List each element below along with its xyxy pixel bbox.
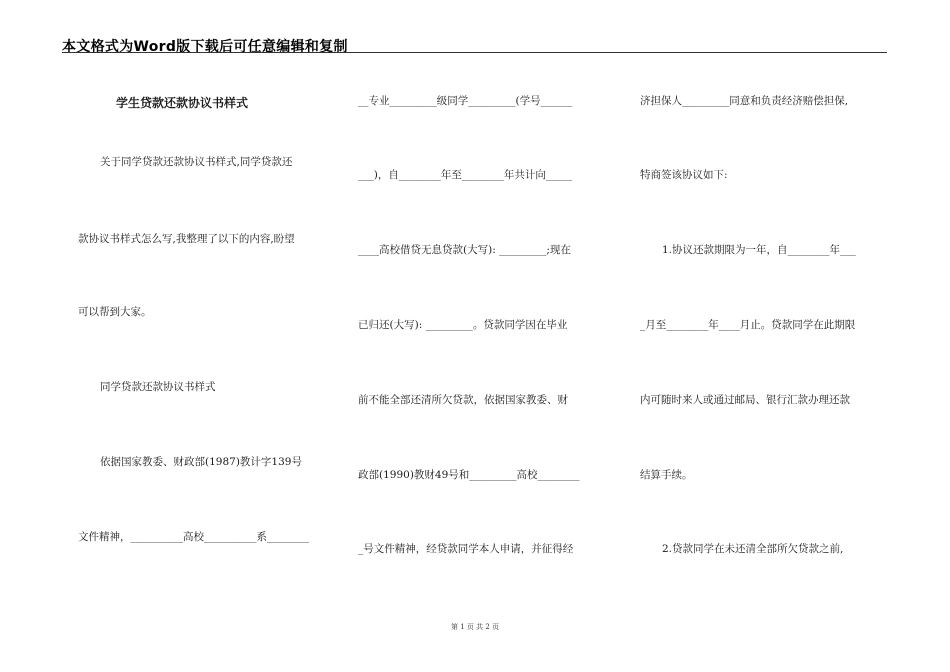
paragraph-line: 可以帮到大家。 (78, 306, 152, 318)
paragraph-line: ___)，自________年至________年共计向_____ (358, 169, 573, 181)
paragraph-line: 济担保人_________同意和负责经济赔偿担保, (640, 95, 849, 107)
paragraph-line: 关于同学贷款还款协议书样式,同学贷款还 (100, 156, 293, 168)
paragraph-line: __专业_________级同学_________(学号______ (358, 95, 573, 107)
header-divider (62, 52, 887, 53)
page-number: 第 1 页 共 2 页 (450, 623, 500, 631)
paragraph-line: 特商签该协议如下: (640, 169, 728, 181)
paragraph-line: 已归还(大写): _________。贷款同学因在毕业 (358, 319, 568, 331)
paragraph-line: ____高校借贷无息贷款(大写): _________;现在 (358, 244, 571, 256)
paragraph-line: 前不能全部还清所欠贷款，依据国家教委、财 (358, 394, 568, 406)
paragraph-line: 内可随时来人或通过邮局、银行汇款办理还款 (640, 394, 850, 406)
paragraph-line: 结算手续。 (640, 469, 693, 481)
section-heading: 同学贷款还款协议书样式 (100, 381, 216, 393)
paragraph-line: 文件精神，__________高校__________系________ (78, 531, 309, 543)
paragraph-line: _号文件精神，经贷款同学本人申请，并征得经 (358, 543, 574, 555)
paragraph-line: 政部(1990)教财49号和_________高校________ (358, 469, 580, 481)
document-title: 学生贷款还款协议书样式 (116, 96, 249, 110)
paragraph-line: 1.协议还款期限为一年，自________年___ (662, 244, 856, 256)
paragraph-line: 2.贷款同学在未还清全部所欠贷款之前, (662, 543, 844, 555)
paragraph-line: _月至________年____月止。贷款同学在此期限 (640, 319, 856, 331)
header-title: 本文格式为Word版下载后可任意编辑和复制 (62, 39, 348, 55)
paragraph-line: 依据国家教委、财政部(1987)教计字139号 (100, 456, 302, 468)
paragraph-line: 款协议书样式怎么写,我整理了以下的内容,盼望 (78, 233, 295, 245)
